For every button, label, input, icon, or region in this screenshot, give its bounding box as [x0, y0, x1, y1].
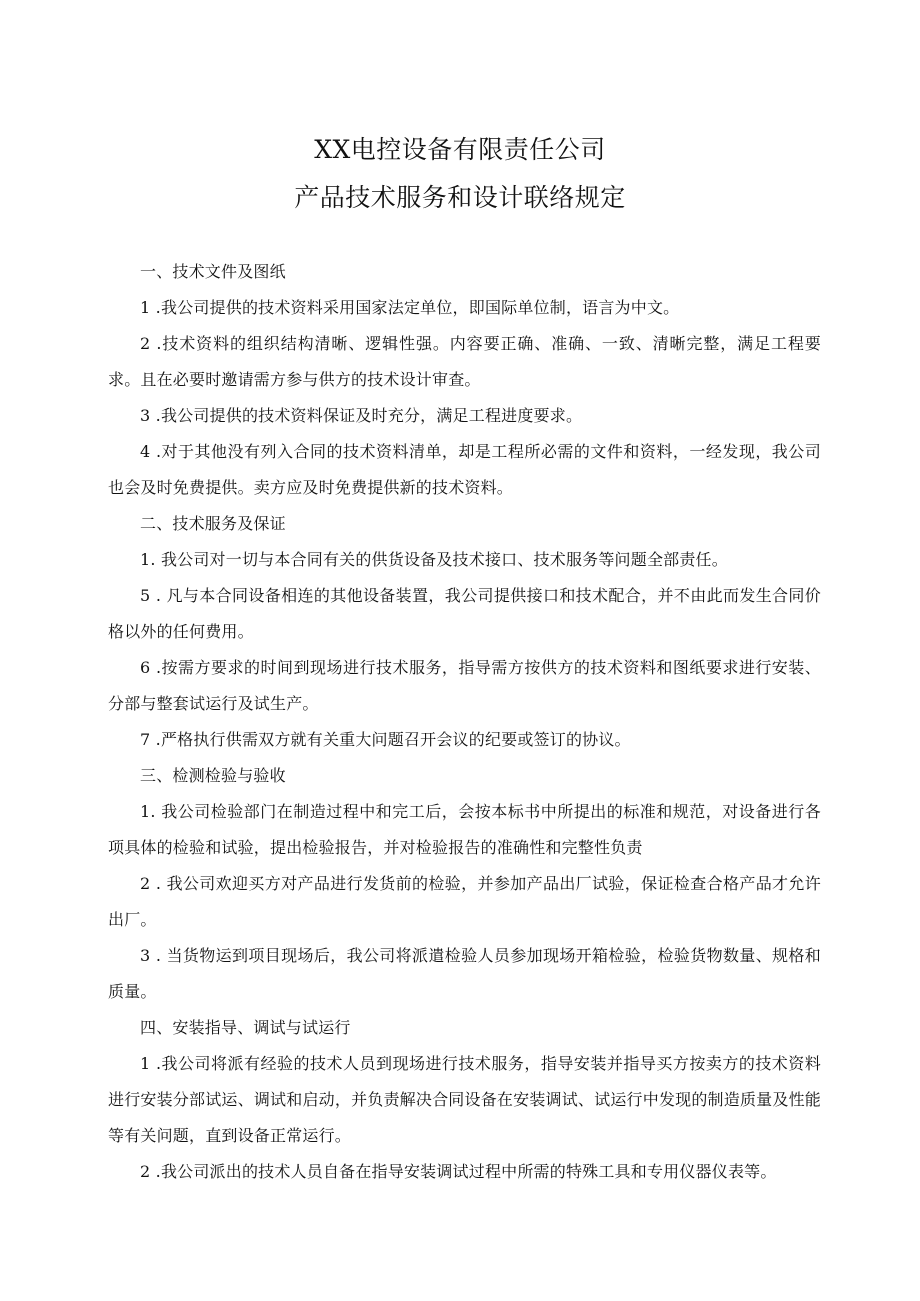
paragraph: 4 .对于其他没有列入合同的技术资料清单，却是工程所必需的文件和资料，一经发现，我公司也会及时免费提供。卖方应及时免费提供新的技术资料。	[108, 442, 821, 497]
paragraph: 1 .我公司提供的技术资料采用国家法定单位，即国际单位制，语言为中文。	[140, 298, 680, 317]
document-title: 产品技术服务和设计联络规定	[294, 183, 626, 212]
section-heading: 二、技术服务及保证	[140, 514, 286, 533]
paragraph: 1 .我公司将派有经验的技术人员到现场进行技术服务，指导安装并指导买方按卖方的技术资料进行安装分部试运、调试和启动，并负责解决合同设备在安装调试、试运行中发现的制造质量及性能等有关问题，直到设备正常运行。	[108, 1054, 821, 1145]
paragraph: 2 .我公司派出的技术人员自备在指导安装调试过程中所需的特殊工具和专用仪器仪表等。	[140, 1162, 777, 1181]
paragraph: 1. 我公司检验部门在制造过程中和完工后，会按本标书中所提出的标准和规范，对设备进行各项具体的检验和试验，提出检验报告，并对检验报告的准确性和完整性负责	[108, 802, 821, 857]
section-technical-documents	[108, 254, 821, 506]
section-heading: 一、技术文件及图纸	[140, 262, 286, 281]
paragraph: 6 .按需方要求的时间到现场进行技术服务，指导需方按供方的技术资料和图纸要求进行安装、分部与整套试运行及试生产。	[108, 658, 821, 713]
document-body	[108, 254, 821, 1190]
paragraph: 1. 我公司对一切与本合同有关的供货设备及技术接口、技术服务等问题全部责任。	[140, 550, 728, 569]
section-technical-service	[108, 506, 821, 758]
section-heading: 三、检测检验与验收	[140, 766, 286, 785]
section-heading: 四、安装指导、调试与试运行	[140, 1018, 351, 1037]
paragraph: 3 . 当货物运到项目现场后，我公司将派遣检验人员参加现场开箱检验，检验货物数量、规格和质量。	[108, 946, 821, 1001]
section-installation-commissioning	[108, 1010, 821, 1190]
section-inspection-acceptance	[108, 758, 821, 1010]
paragraph: 7 .严格执行供需双方就有关重大问题召开会议的纪要或签订的协议。	[140, 730, 631, 749]
paragraph: 2 . 我公司欢迎买方对产品进行发货前的检验，并参加产品出厂试验，保证检查合格产品才允许出厂。	[108, 874, 821, 929]
paragraph: 3 .我公司提供的技术资料保证及时充分，满足工程进度要求。	[140, 406, 583, 425]
paragraph: 5 . 凡与本合同设备相连的其他设备装置，我公司提供接口和技术配合，并不由此而发生合同价格以外的任何费用。	[108, 586, 821, 641]
paragraph: 2 .技术资料的组织结构清晰、逻辑性强。内容要正确、准确、一致、清晰完整，满足工程要求。且在必要时邀请需方参与供方的技术设计审查。	[108, 334, 821, 389]
company-title: XX电控设备有限责任公司	[314, 135, 606, 164]
